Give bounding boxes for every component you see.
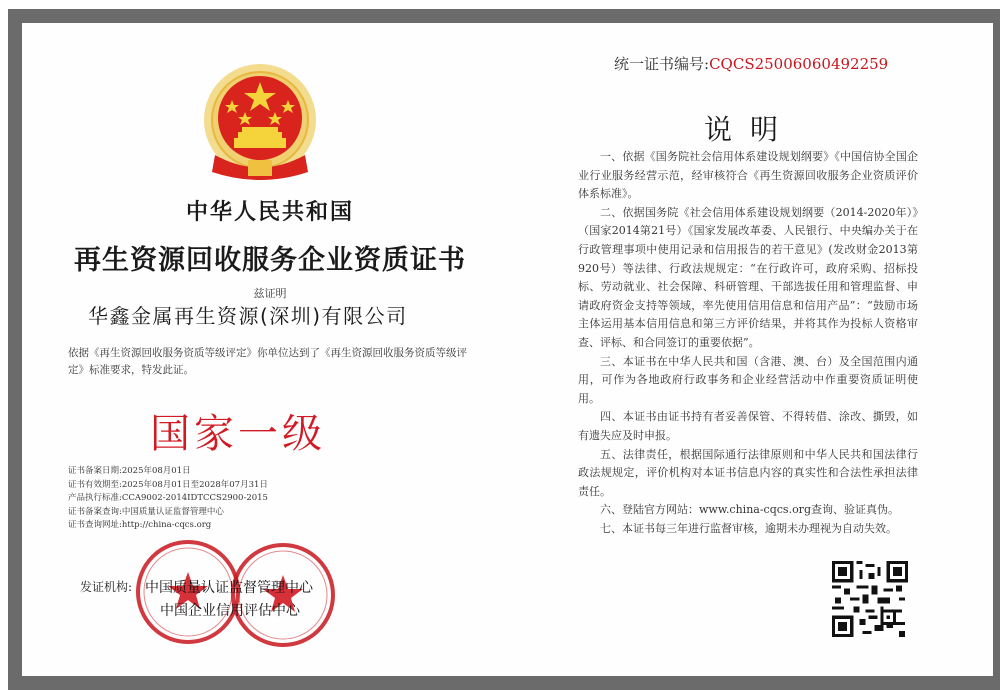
grade-level: 国家一级 — [150, 411, 326, 457]
notes-body — [578, 148, 918, 538]
note-paragraph-7: 七、本证书每三年进行监督审核，逾期未办理视为自动失效。 — [600, 521, 897, 535]
meta-query-url[interactable]: 证书查询网址:http://china-cqcs.org — [68, 520, 212, 530]
meta-validity: 证书有效期至:2025年08月01日至2028年07月31日 — [68, 479, 268, 490]
meta-filing-date: 证书备案日期:2025年08月01日 — [68, 466, 191, 476]
notes-title: 说明 — [703, 113, 796, 146]
company-name: 华鑫金属再生资源(深圳)有限公司 — [88, 304, 408, 328]
hereby-certify-label: 兹证明 — [253, 287, 287, 300]
certificate-number-value: CQCS25006060492259 — [709, 55, 889, 73]
issuer-secondary: 中国企业信用评估中心 — [160, 603, 300, 619]
note-paragraph-6: 六、登陆官方网站：www.china-cqcs.org查询、验证真伪。 — [600, 503, 899, 517]
national-emblem-icon — [190, 60, 330, 190]
qr-code-icon[interactable] — [832, 561, 908, 637]
issuer-label: 发证机构: — [80, 580, 133, 594]
certificate-title: 再生资源回收服务企业资质证书 — [74, 245, 466, 276]
certificate-number — [614, 53, 888, 74]
meta-standard: 产品执行标准:CCA9002-2014IDTCCS2900-2015 — [68, 493, 268, 503]
note-paragraph-5: 五、法律责任，根据国际通行法律原则和中华人民共和国法律行政法规规定，评价机构对本证书信息内容的真实性和合法性承担法律责任。 — [578, 447, 918, 498]
note-paragraph-3: 三、本证书在中华人民共和国（含港、澳、台）及全国范围内通用，可作为各地政府行政事务和企业经营活动中作重要资质证明使用。 — [578, 354, 918, 405]
issuer-primary: 中国质量认证监督管理中心 — [145, 580, 313, 596]
note-paragraph-4: 四、本证书由证书持有者妥善保管、不得转借、涂改、撕毁，如有遗失应及时申报。 — [578, 410, 918, 442]
basis-text: 依据《再生资源回收服务资质等级评定》你单位达到了《再生资源回收服务资质等级评定》标准要求，特发此证。 — [68, 347, 467, 376]
note-paragraph-2: 二、依据国务院《社会信用体系建设规划纲要（2014-2020年）》（国家2014第21号）《国家发展改革委、人民银行、中央编办关于在行政管理事项中使用记录和信用报告的若干意见》(发改财金2013第920号）等法律、行政法规规定：“在行政许可，政府采购、招标投标、劳动就业、社会保障、科研管理、干部选拔任用和管理监督、申请政府资金支持等领域，率先使用信用信息和信用产品”：“鼓励市场主体运用基本信用信息和第三方评价结果，并将其作为投标人资格审查、评标、和合同签订的重要依据”。 — [578, 205, 918, 349]
meta-query-org: 证书备案查询:中国质量认证监督管理中心 — [68, 506, 224, 517]
country-title: 中华人民共和国 — [185, 200, 354, 225]
certificate-number-label: 统一证书编号: — [614, 55, 710, 73]
note-paragraph-1: 一、依据《国务院社会信用体系建设规划纲要》《中国信协全国企业行业服务经营示范，经审核符合《再生资源回收服务企业资质评价体系标准》。 — [578, 150, 918, 201]
certificate-meta — [68, 465, 268, 533]
